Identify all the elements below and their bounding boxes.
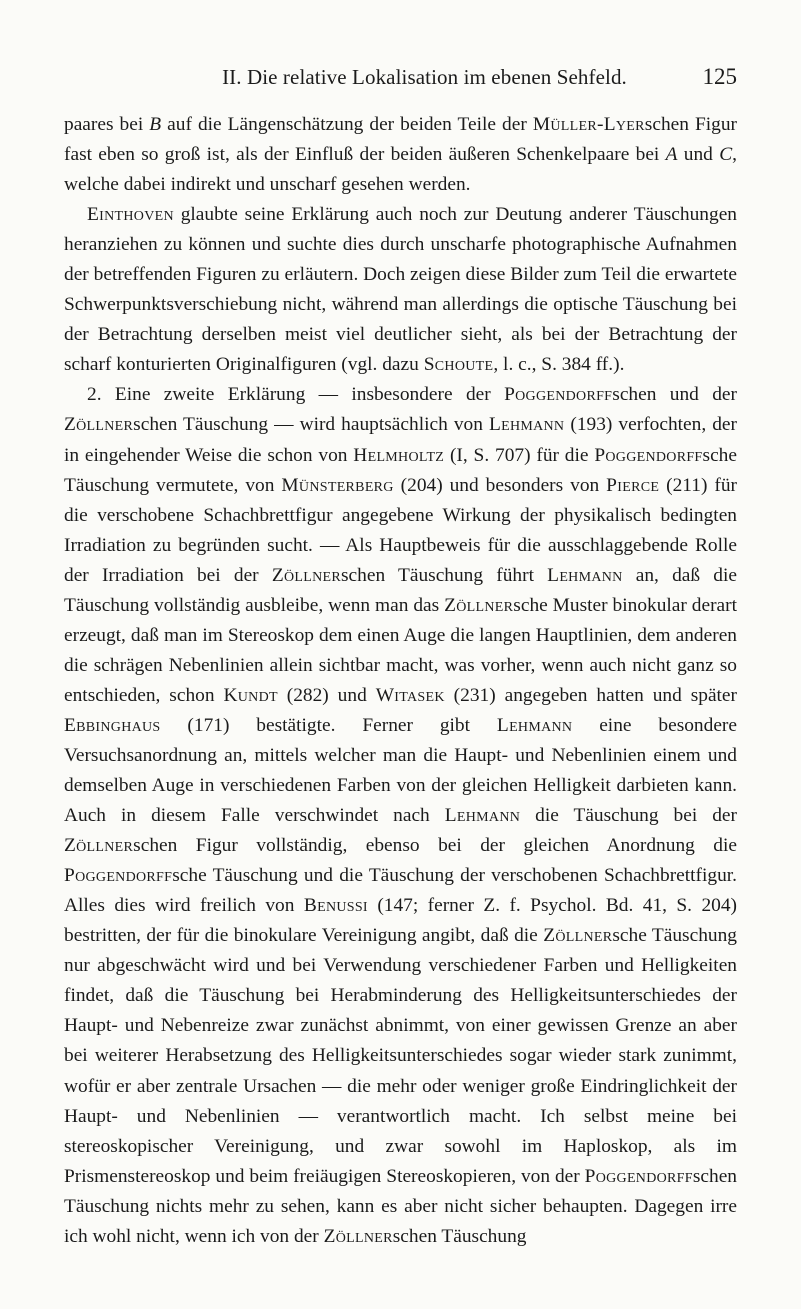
text-run: , l. c., S. 384 ff.). <box>493 354 625 376</box>
author-name: Poggendorff <box>64 865 173 887</box>
author-name: Zöllner <box>64 835 134 857</box>
author-name: Zöllner <box>271 564 341 586</box>
author-name: Ebbinghaus <box>64 714 161 736</box>
text-run: 2. Eine zweite Erklärung — insbesondere der <box>87 384 505 406</box>
body-text <box>64 110 737 1252</box>
author-name: Poggendorff <box>594 444 703 466</box>
text-run: (171) bestätigte. Ferner gibt <box>160 714 497 736</box>
text-run: (282) und <box>277 684 376 706</box>
author-name: Kundt <box>223 684 278 706</box>
text-run: eine besondere Versuchsanordnung an, mittels welcher man die Haupt- und Nebenlinien einem und demselben Auge in verschiedenen Farben von der gleichen Helligkeit darbieten kann. Auch in diesem Falle verschwindet nach <box>64 714 737 827</box>
author-name: Pierce <box>606 474 660 496</box>
text-run: die Täuschung bei der <box>520 805 737 827</box>
text-run: (I, S. 707) für die <box>444 444 595 466</box>
author-name: Zöllner <box>444 594 514 616</box>
author-name: Zöllner <box>543 925 613 947</box>
paragraph <box>64 380 737 1251</box>
author-name: Zöllner <box>64 414 134 436</box>
page-number: 125 <box>702 64 737 89</box>
text-run: schen Täuschung — wird hauptsächlich von <box>133 414 489 436</box>
text-run: sche Muster binokular derart erzeugt, daß man im Stereoskop dem einen Auge die langen Hauptlinien, dem anderen die schrägen Nebenlinien allein sichtbar macht, was vorher, wenn auch nicht ganz so entschieden, schon <box>64 594 737 706</box>
page-header <box>112 62 737 92</box>
text-run: schen Figur fast eben so groß ist, als der Einfluß der beiden äußeren Schenkelpaare bei <box>64 114 737 166</box>
text-run: sche Täuschung und die Täuschung der verschobenen Schachbrettfigur. Alles dies wird freilich von <box>64 865 737 917</box>
author-name: Müller-Lyer <box>532 114 645 135</box>
paragraph <box>64 200 737 380</box>
text-run: sche Täuschung nur abgeschwächt wird und bei Verwendung verschiedener Farben und Helligkeiten findet, daß die Täuschung bei Herabminderung des Helligkeitsunterschiedes der Haupt- und Nebenreize zwar zunächst abnimmt, von einer gewissen Grenze an aber bei weiterer Herabsetzung des Helligkeitsunterschiedes sogar wieder stark zunimmt, wofür er aber zentrale Ursachen — die mehr oder weniger große Eindringlichkeit der Haupt- und Nebenlinien — verantwortlich macht. Ich selbst meine bei stereoskopischer Vereinigung, und zwar sowohl im Haploskop, als im Prismenstereoskop und beim freiäugigen Stereoskopieren, von der <box>64 925 737 1187</box>
figure-letter: C <box>719 144 733 166</box>
author-name: Münsterberg <box>281 474 394 496</box>
author-name: Lehmann <box>496 714 573 736</box>
text-run: (204) und besonders von <box>393 474 607 496</box>
author-name: Lehmann <box>488 414 565 436</box>
author-name: Benussi <box>303 895 368 917</box>
text-run: (211) für die verschobene Schachbrettfigur angegebene Wirkung der physikalisch bedingten Irradiation zu begründen sucht. — Als Hauptbeweis für die ausschlaggebende Rolle der Irradiation bei der <box>64 474 737 586</box>
text-run: auf die Längenschätzung der beiden Teile der <box>161 114 533 135</box>
text-run: sche Täuschung vermutete, von <box>64 444 737 496</box>
text-run: , welche dabei indirekt und unscharf gesehen werden. <box>64 144 737 196</box>
author-name: Zöllner <box>323 1225 393 1247</box>
figure-letter: B <box>149 114 162 135</box>
text-run: schen Figur vollständig, ebenso bei der gleichen Anordnung die <box>133 835 737 857</box>
text-run: glaubte seine Erklärung auch noch zur Deutung anderer Täuschungen heranziehen zu können und suchte dies durch unscharfe photographische Aufnahmen der betreffenden Figuren zu erläutern. Doch zeigen diese Bilder zum Teil die erwartete Schwerpunktsverschiebung nicht, während man allerdings die optische Täuschung bei der Betrachtung derselben meist viel deutlicher sieht, als bei der Betrachtung der scharf konturierten Originalfiguren (vgl. dazu <box>64 204 737 376</box>
text-run: (193) verfochten, der in eingehender Weise die schon von <box>64 414 737 466</box>
author-name: Helmholtz <box>353 444 445 466</box>
author-name: Witasek <box>375 684 445 706</box>
running-title: II. Die relative Lokalisation im ebenen Sehfeld. <box>222 65 627 89</box>
text-run: paares bei <box>64 114 150 135</box>
text-run: und <box>677 144 720 166</box>
author-name: Lehmann <box>444 805 521 827</box>
author-name: Schoute <box>423 354 494 376</box>
text-run: (147; ferner Z. f. Psychol. Bd. 41, S. 204) bestritten, der für die binokulare Vereinigung angibt, daß die <box>64 895 737 947</box>
text-run: schen Täuschung nichts mehr zu sehen, kann es aber nicht sicher behaupten. Dagegen irre ich wohl nicht, wenn ich von der <box>64 1165 737 1247</box>
author-name: Poggendorff <box>584 1165 693 1187</box>
text-run: schen Täuschung <box>392 1225 527 1247</box>
author-name: Poggendorff <box>504 384 613 406</box>
text-run: schen und der <box>612 384 737 406</box>
author-name: Lehmann <box>547 564 623 586</box>
paragraph <box>64 110 737 200</box>
text-run: (231) angegeben hatten und später <box>444 684 737 706</box>
text-run: an, daß die Täuschung vollständig ausbleibe, wenn man das <box>64 564 737 616</box>
text-run: schen Täuschung führt <box>341 564 548 586</box>
figure-letter: A <box>665 144 678 166</box>
author-name: Einthoven <box>87 204 174 226</box>
